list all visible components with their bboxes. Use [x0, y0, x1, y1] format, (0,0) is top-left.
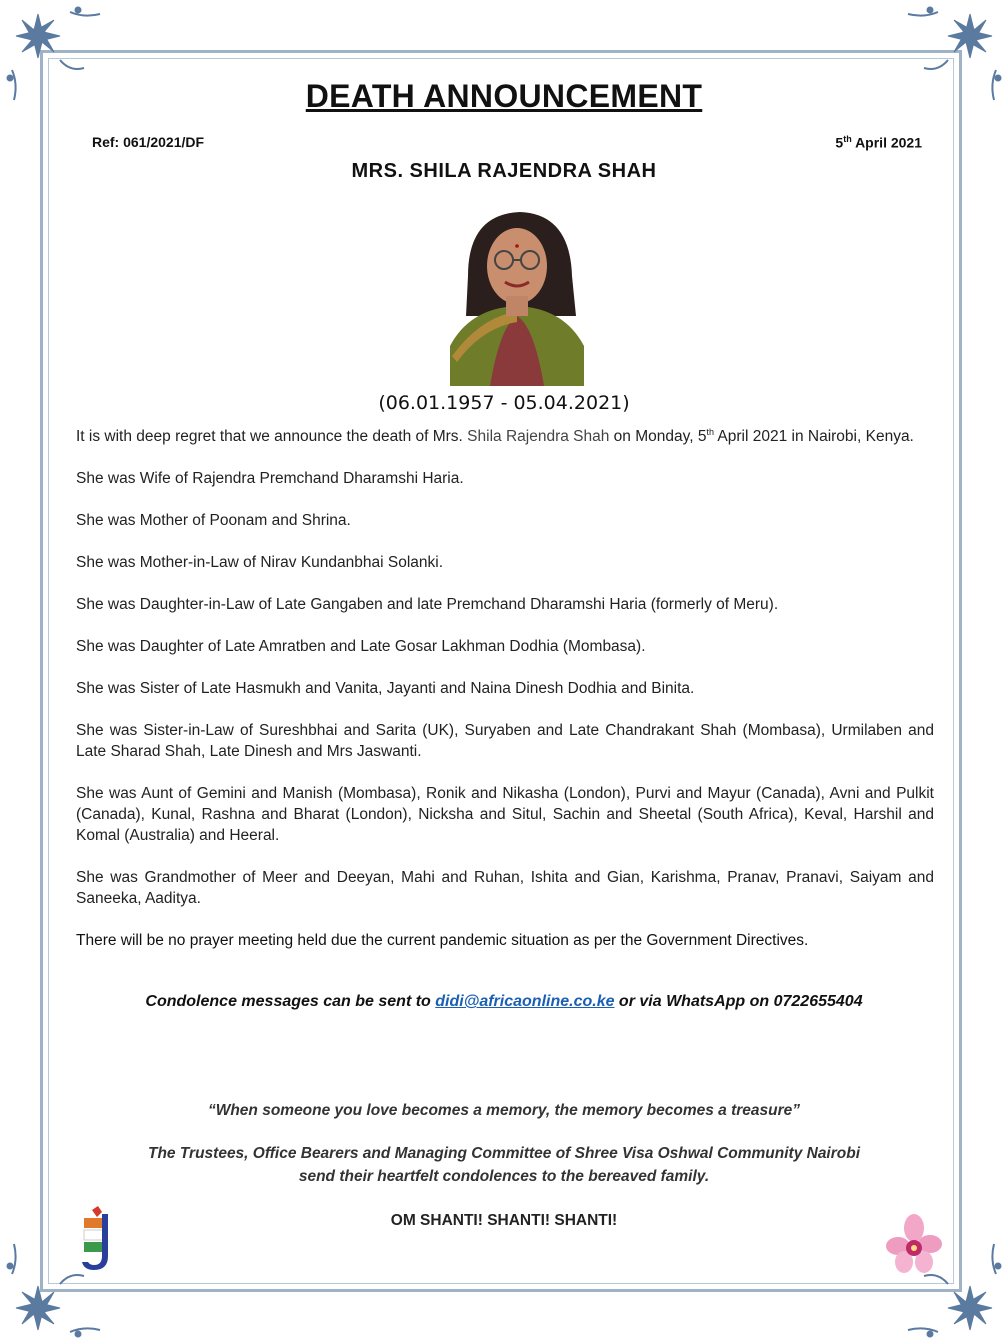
condolence-contact: Condolence messages can be sent to didi@africaonline.co.ke or via WhatsApp on 0722655404 [145, 993, 863, 1010]
condolence-email-link[interactable]: didi@africaonline.co.ke [435, 993, 615, 1010]
portrait-photo [450, 206, 584, 386]
relation-paragraph-grandmother: She was Grandmother of Meer and Deeyan, Mahi and Ruhan, Ishita and Gian, Karishma, Pranav, Pranavi, Saiyam and Saneeka, Aaditya. [76, 869, 934, 907]
lifespan-dates: (06.01.1957 - 05.04.2021) [378, 392, 630, 414]
orchid-flower-icon [886, 1214, 942, 1276]
relation-paragraph-daughter-in-law: She was Daughter-in-Law of Late Gangaben and late Premchand Dharamshi Haria (formerly of Meru). [76, 596, 779, 613]
page-title: DEATH ANNOUNCEMENT [305, 78, 703, 114]
reference-number: Ref: 061/2021/DF [92, 134, 205, 150]
intro-paragraph: It is with deep regret that we announce the death of Mrs. Shila Rajendra Shah on Monday, 5th April 2021 in Nairobi, Kenya. [76, 426, 914, 445]
announcement-date: 5th April 2021 [835, 134, 922, 151]
relation-paragraph-mother-in-law: She was Mother-in-Law of Nirav Kundanbhai Solanki. [76, 554, 444, 571]
relation-paragraph-mother: She was Mother of Poonam and Shrina. [76, 512, 351, 529]
relation-paragraph-wife: She was Wife of Rajendra Premchand Dharamshi Haria. [76, 470, 464, 487]
announcement-body [76, 426, 934, 972]
prayer-meeting-notice: There will be no prayer meeting held due the current pandemic situation as per the Government Directives. [76, 932, 809, 949]
memorial-quote: “When someone you love becomes a memory, the memory becomes a treasure” [207, 1102, 801, 1119]
deceased-name: MRS. SHILA RAJENDRA SHAH [351, 160, 657, 182]
relation-paragraph-aunt: She was Aunt of Gemini and Manish (Mombasa), Ronik and Nikasha (London), Purvi and Mayur (Canada), Avni and Pulkit (Canada), Kunal, Rashna and Bharat (London), Nicksha and Situl, Sachin and Sheetal (South Africa), Keval, Harshil and Komal (Australia) and Heeral. [76, 785, 934, 844]
relation-paragraph-sister: She was Sister of Late Hasmukh and Vanita, Jayanti and Naina Dinesh Dodhia and Binita. [76, 680, 695, 697]
closing-prayer: OM SHANTI! SHANTI! SHANTI! [390, 1212, 618, 1229]
community-logo-icon [78, 1204, 120, 1276]
relation-paragraph-sister-in-law: She was Sister-in-Law of Sureshbhai and Sarita (UK), Suryaben and Late Chandrakant Shah (Mombasa), Urmilaben and Late Sharad Shah, Late Dinesh and Mrs Jaswanti. [76, 722, 934, 760]
relation-paragraph-daughter: She was Daughter of Late Amratben and Late Gosar Lakhman Dodhia (Mombasa). [76, 638, 646, 655]
trustees-condolence: The Trustees, Office Bearers and Managing Committee of Shree Visa Oshwal Community Nairobi send their heartfelt condolences to the bereaved family. [147, 1145, 861, 1185]
